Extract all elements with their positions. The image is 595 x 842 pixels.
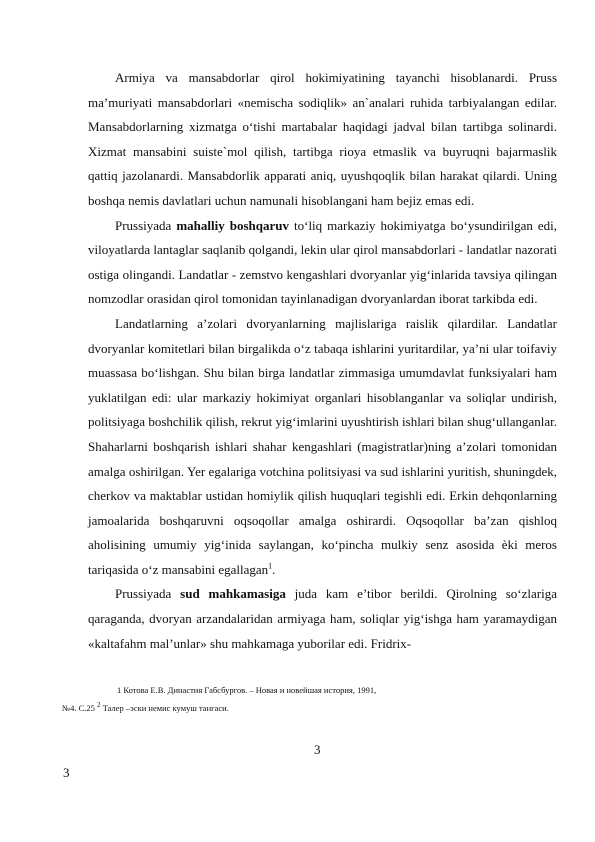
paragraph-2-text: to‘liq markaziy hokimiyatga bo‘ysundirilgan edi, viloyatlarda lantaglar saqlanib qolgandi, lekin ular qirol mansabdorlari - landatlar nazorati ostiga olingandi. Landatlar - zemstvo kengashlari dvoryanlar yig‘inlarida tavsiya qilingan nomzodlar orasidan qirol tomonidan tayinlanadigan dvoryanlardan iborat tarkibda edi. xyxy=(88,217,557,307)
paragraph-4-bold-term: sud mahkamasiga xyxy=(180,586,286,602)
footnote-2-mark: 2 xyxy=(97,701,101,709)
page-number: 3 xyxy=(314,742,321,757)
paragraph-2 xyxy=(88,214,557,312)
paragraph-2-lead: Prussiyada xyxy=(115,217,177,233)
paragraph-3-end: . xyxy=(272,561,276,577)
document-body xyxy=(88,66,557,656)
paragraph-1: Armiya va mansabdorlar qirol hokimiyatining tayanchi hisoblanardi. Pruss ma’muriyati mansabdorlari «nemischa sodiqlik» an`analari ruhida tarbiyalangan edilar. Mansabdorlarning xizmatga o‘tishi martabalar haqidagi jadval bilan tartibga solinardi. Xizmat mansabini suiste`mol qilish, tartibga rioya etmaslik va buyruqni bajarmaslik qattiq jazolanardi. Mansabdorlik apparati aniq, uyushqoqlik bilan harakat qilardi. Uning boshqa nemis davlatlari uchun namunali hisoblangani ham bejiz emas edi. xyxy=(88,70,557,208)
footnote-2-text: Талер –эски немис кумуш тангаси. xyxy=(100,702,229,713)
footnotes xyxy=(62,683,542,716)
footnote-1: 1 Котова Е.В. Династия Габсбургов. – Новая и новейшая история, 1991, xyxy=(117,685,377,695)
paragraph-2-bold-term: mahalliy boshqaruv xyxy=(176,217,289,233)
footnote-2-ref: №4. С.25 xyxy=(62,702,98,713)
paragraph-3-text: Landatlarning a’zolari dvoryanlarning majlislariga raislik qilardilar. Landatlar dvoryanlar komitetlari bilan birgalikda o‘z tabaqa ishlarini yuritardilar, ya’ni ular toifaviy muassasa bo‘lishgan. Shu bilan birga landatlar zimmasiga umumdavlat funksiyalari ham yuklatilgan edi: ular markaziy hokimiyat organlari hisoblanganlar va soliqlar undirish, politsiyaga boshchilik qilish, rekrut yig‘imlarini uyushtirish ishlari bilan shug‘ullanganlar. Shaharlarni boshqarish ishlari shahar kengashlari (magistratlar)ning a’zolari tomonidan amalga oshirilgan. Yer egalariga votchina politsiyasi va sud ishlarini yuritish, shuningdek, cherkov va maktablar ustidan homiylik qilish huquqlari tegishli edi. Erkin dehqonlarning jamoalarida boshqaruvni oqsoqollar amalga oshirardi. Oqsoqollar ba’zan qishloq aholisining umumiy yig‘inida saylangan, ko‘pincha mulkiy senz asosida èki meros tariqasida o‘z mansabini egallagan xyxy=(88,315,557,577)
paragraph-4-text: juda kam e’tibor berildi. Qirolning so‘zlariga qaraganda, dvoryan arzandalaridan armiyaga ham, soliqlar yig‘ishga ham yaramaydigan «kaltafahm mal’unlar» shu mahkamaga yuborilar edi. Fridrix- xyxy=(88,586,558,651)
footnote-ref-1: 1 xyxy=(268,561,273,571)
paragraph-4 xyxy=(88,582,557,656)
page-number-bottom: 3 xyxy=(63,765,70,780)
footnote-2 xyxy=(62,698,542,716)
paragraph-3 xyxy=(88,312,557,583)
paragraph-4-lead: Prussiyada xyxy=(115,586,181,602)
